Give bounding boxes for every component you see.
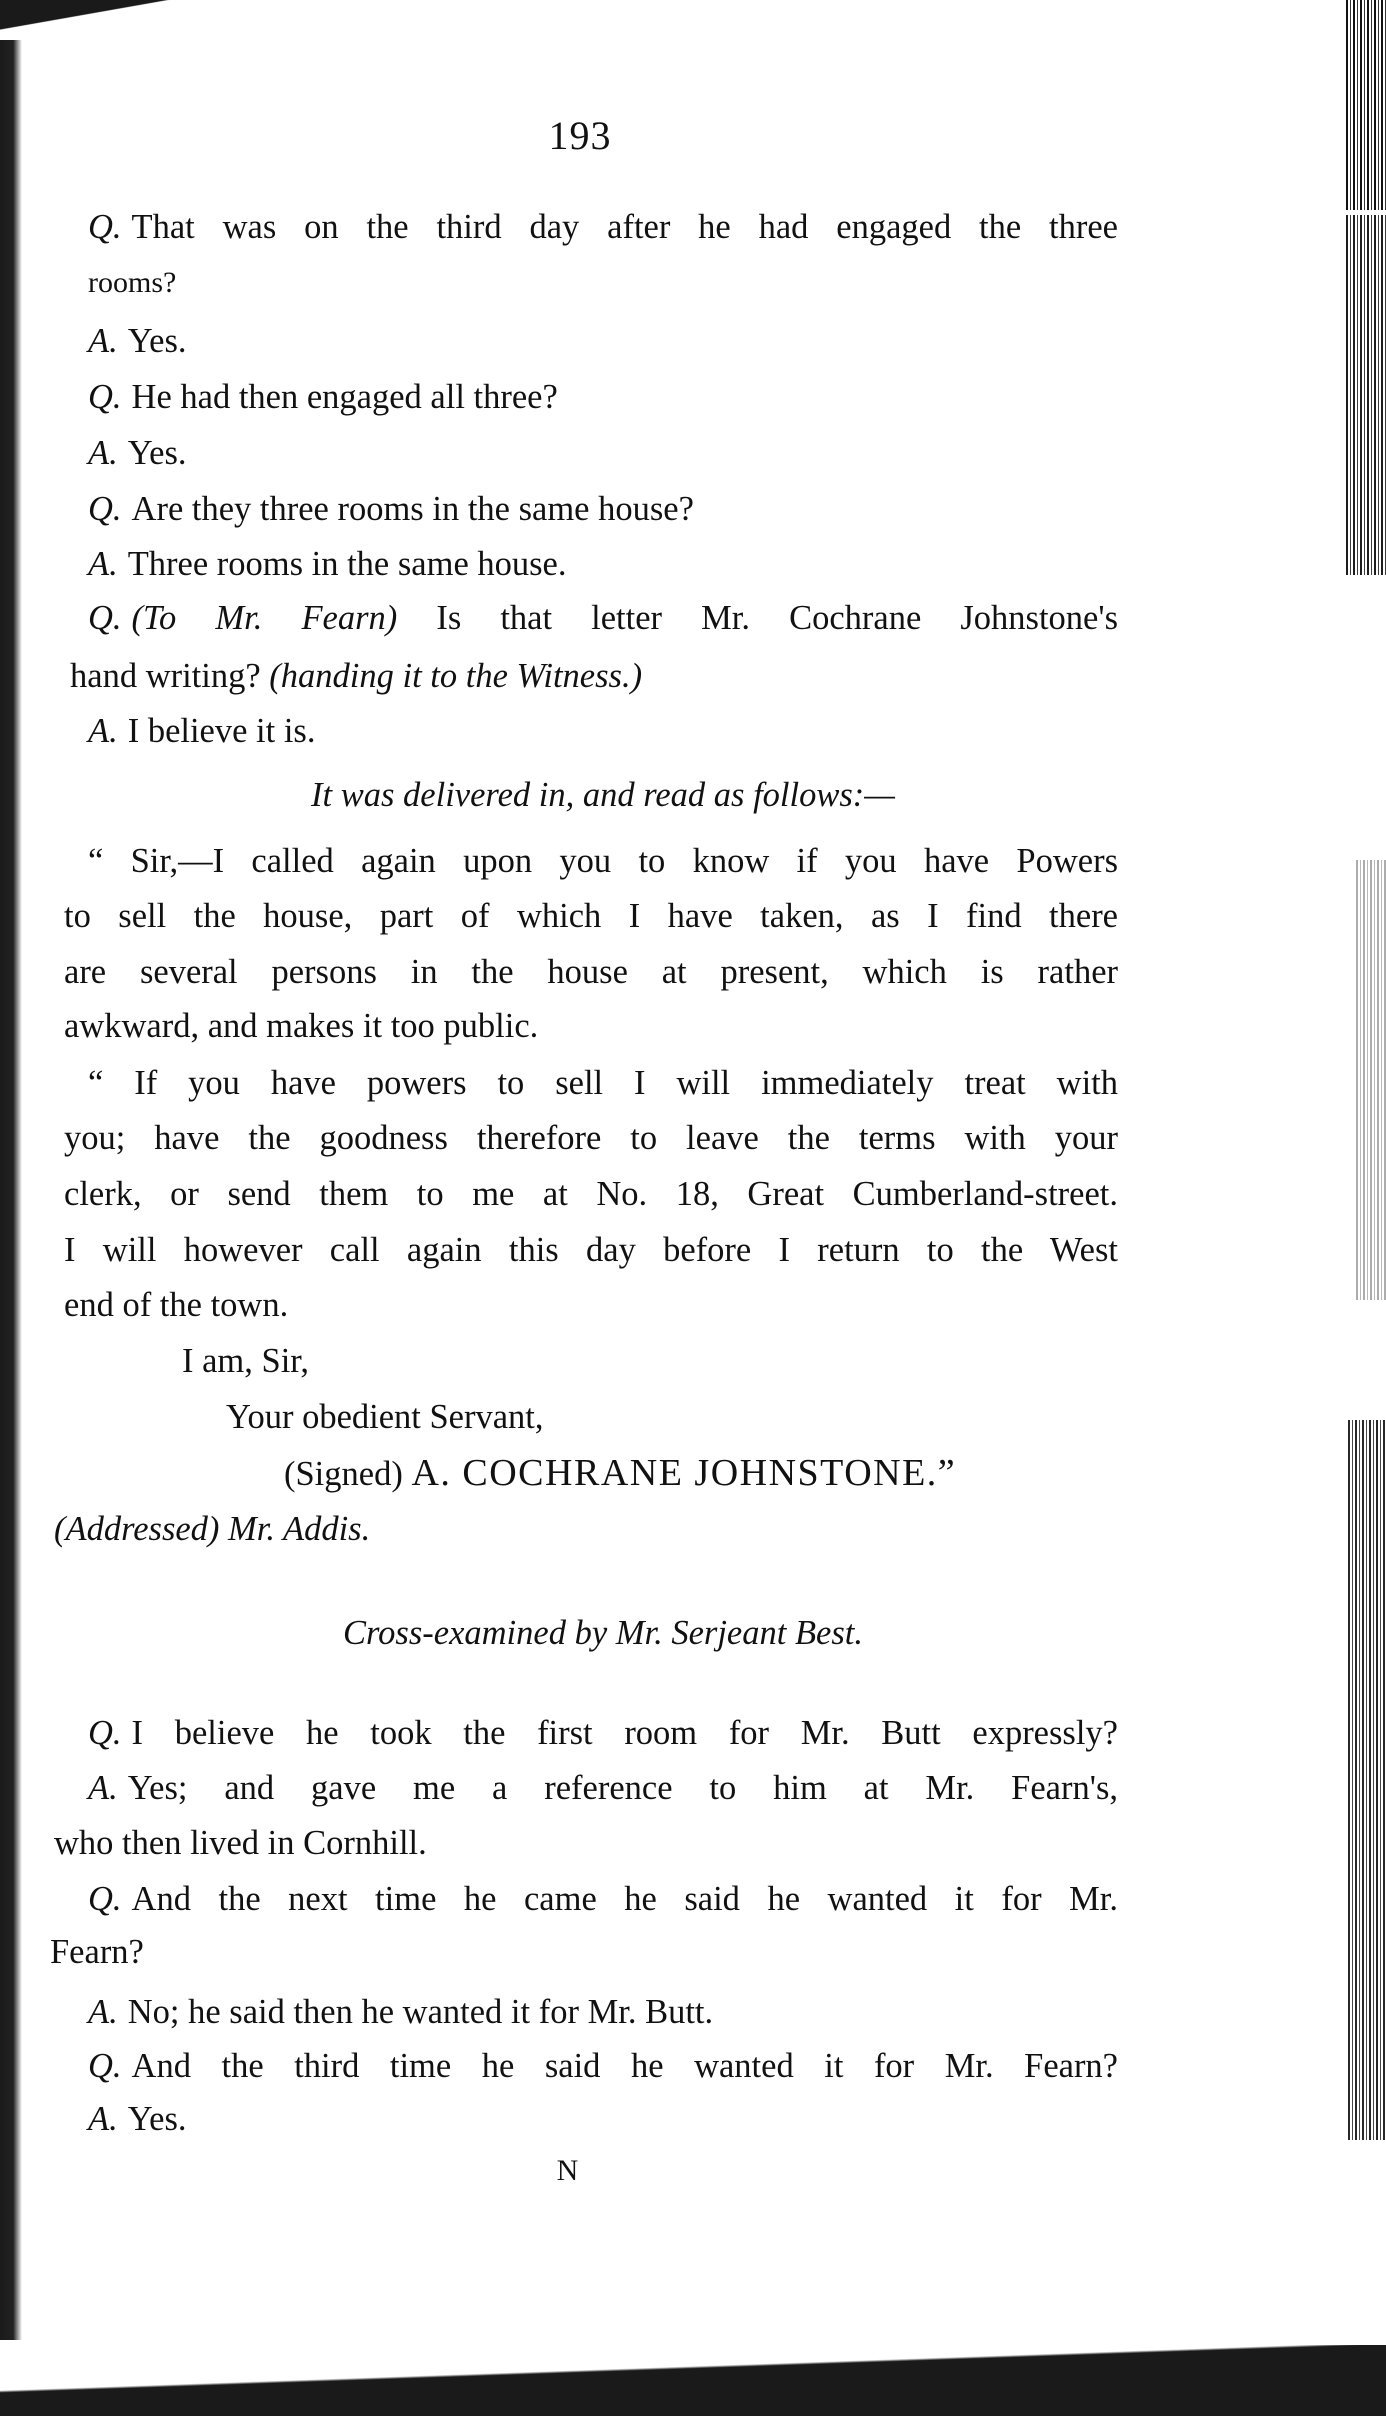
page-edge-marks: [1346, 0, 1386, 210]
letter-address: (Addressed) Mr. Addis.: [54, 1510, 371, 1548]
letter-line: to sell the house, part of which I have taken, as I find there: [64, 897, 1118, 935]
testimony-line: who then lived in Cornhill.: [54, 1824, 427, 1862]
testimony-line: A. Yes.: [88, 322, 187, 360]
section-heading: Cross-examined by Mr. Serjeant Best.: [343, 1614, 863, 1652]
testimony-line: A. Yes.: [88, 434, 187, 472]
catchword-signature-mark: N: [556, 2154, 579, 2187]
testimony-line: A. No; he said then he wanted it for Mr. Butt.: [88, 1993, 714, 2031]
letter-line: clerk, or send them to me at No. 18, Great Cumberland-street.: [64, 1175, 1118, 1213]
testimony-line: Q. And the third time he said he wanted it for Mr. Fearn?: [88, 2047, 1118, 2085]
testimony-line: A. Yes.: [88, 2100, 187, 2138]
testimony-line: Q. And the next time he came he said he wanted it for Mr.: [88, 1880, 1118, 1918]
testimony-line: Q. He had then engaged all three?: [88, 378, 558, 416]
page-edge-marks: [1346, 215, 1386, 575]
letter-closing: I am, Sir,: [182, 1342, 310, 1380]
testimony-line: Q. Are they three rooms in the same house?: [88, 490, 694, 528]
letter-line: are several persons in the house at present, which is rather: [64, 953, 1118, 991]
page-edge-marks: [1356, 860, 1386, 1300]
binding-shadow: [0, 40, 22, 2340]
testimony-line: Q. (To Mr. Fearn) Is that letter Mr. Cochrane Johnstone's: [88, 599, 1119, 637]
testimony-line: Q. That was on the third day after he had engaged the three: [88, 208, 1118, 246]
page-number: 193: [548, 113, 612, 158]
section-note: It was delivered in, and read as follows:—: [311, 776, 895, 814]
testimony-line: hand writing? (handing it to the Witness.): [70, 657, 643, 695]
letter-line: you; have the goodness therefore to leave the terms with your: [64, 1119, 1118, 1157]
page-corner-shadow: [0, 0, 210, 60]
testimony-line: A. I believe it is.: [88, 712, 316, 750]
testimony-line: A. Three rooms in the same house.: [88, 545, 567, 583]
letter-line: end of the town.: [64, 1286, 289, 1324]
letter-line: “ If you have powers to sell I will immediately treat with: [88, 1064, 1118, 1102]
testimony-line: Q. I believe he took the first room for Mr. Butt expressly?: [88, 1714, 1118, 1752]
letter-closing: Your obedient Servant,: [226, 1398, 544, 1436]
page-edge-marks: [1348, 1420, 1386, 2140]
testimony-line: Fearn?: [50, 1933, 144, 1971]
testimony-line: A. Yes; and gave me a reference to him at Mr. Fearn's,: [88, 1769, 1118, 1807]
letter-line: I will however call again this day before I return to the West: [64, 1231, 1118, 1269]
letter-line: “ Sir,—I called again upon you to know if you have Powers: [88, 842, 1118, 880]
page-bottom-shadow: [0, 2345, 1386, 2416]
testimony-line: rooms?: [88, 266, 177, 299]
letter-signature: (Signed) A. COCHRANE JOHNSTONE.”: [284, 1452, 957, 1494]
letter-line: awkward, and makes it too public.: [64, 1007, 539, 1045]
